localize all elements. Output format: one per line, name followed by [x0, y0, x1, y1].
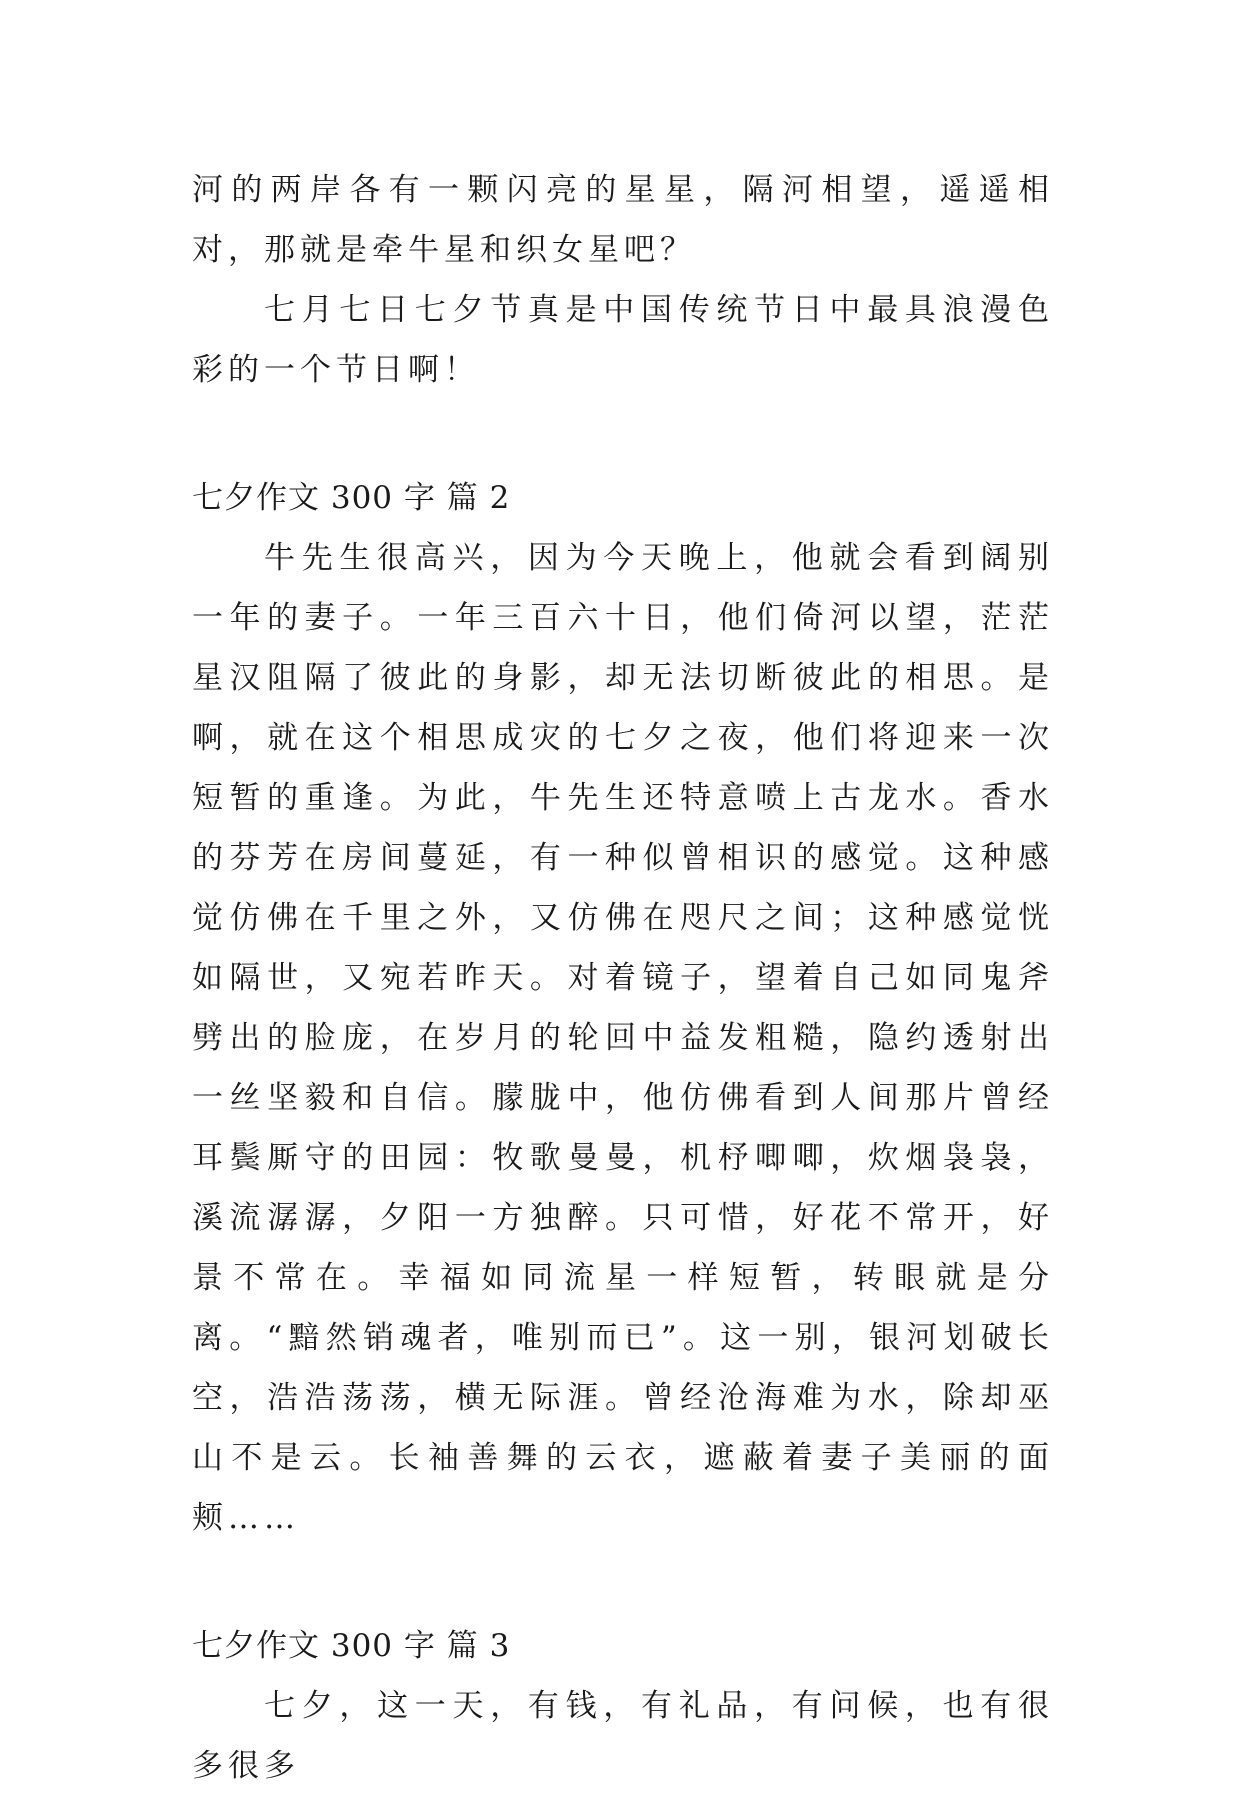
closing-paragraph: 七月七日七夕节真是中国传统节日中最具浪漫色彩的一个节日啊！ [192, 292, 1054, 388]
continuation-paragraph: 河的两岸各有一颗闪亮的星星，隔河相望，遥遥相对，那就是牵牛星和织女星吧？ [192, 172, 1054, 268]
section-heading-3: 七夕作文 300 字 篇 3 [192, 1628, 511, 1664]
section-heading-2: 七夕作文 300 字 篇 2 [192, 480, 511, 516]
section-paragraph-3: 七夕，这一天，有钱，有礼品，有问候，也有很多很多 [192, 1688, 1054, 1784]
document-body [192, 160, 1054, 1796]
section-paragraph-2: 牛先生很高兴，因为今天晚上，他就会看到阔别一年的妻子。一年三百六十日，他们倚河以望，茫茫星汉阻隔了彼此的身影，却无法切断彼此的相思。是啊，就在这个相思成灾的七夕之夜，他们将迎来一次短暂的重逢。为此，牛先生还特意喷上古龙水。香水的芬芳在房间蔓延，有一种似曾相识的感觉。这种感觉仿佛在千里之外，又仿佛在咫尺之间；这种感觉恍如隔世，又宛若昨天。对着镜子，望着自己如同鬼斧劈出的脸庞，在岁月的轮回中益发粗糙，隐约透射出一丝坚毅和自信。朦胧中，他仿佛看到人间那片曾经耳鬓厮守的田园：牧歌曼曼，机杼唧唧，炊烟袅袅，溪流潺潺，夕阳一方独醉。只可惜，好花不常开，好景不常在。幸福如同流星一样短暂，转眼就是分离。“黯然销魂者，唯别而已”。这一别，银河划破长空，浩浩荡荡，横无际涯。曾经沧海难为水，除却巫山不是云。长袖善舞的云衣，遮蔽着妻子美丽的面颊…… [192, 540, 1054, 1536]
